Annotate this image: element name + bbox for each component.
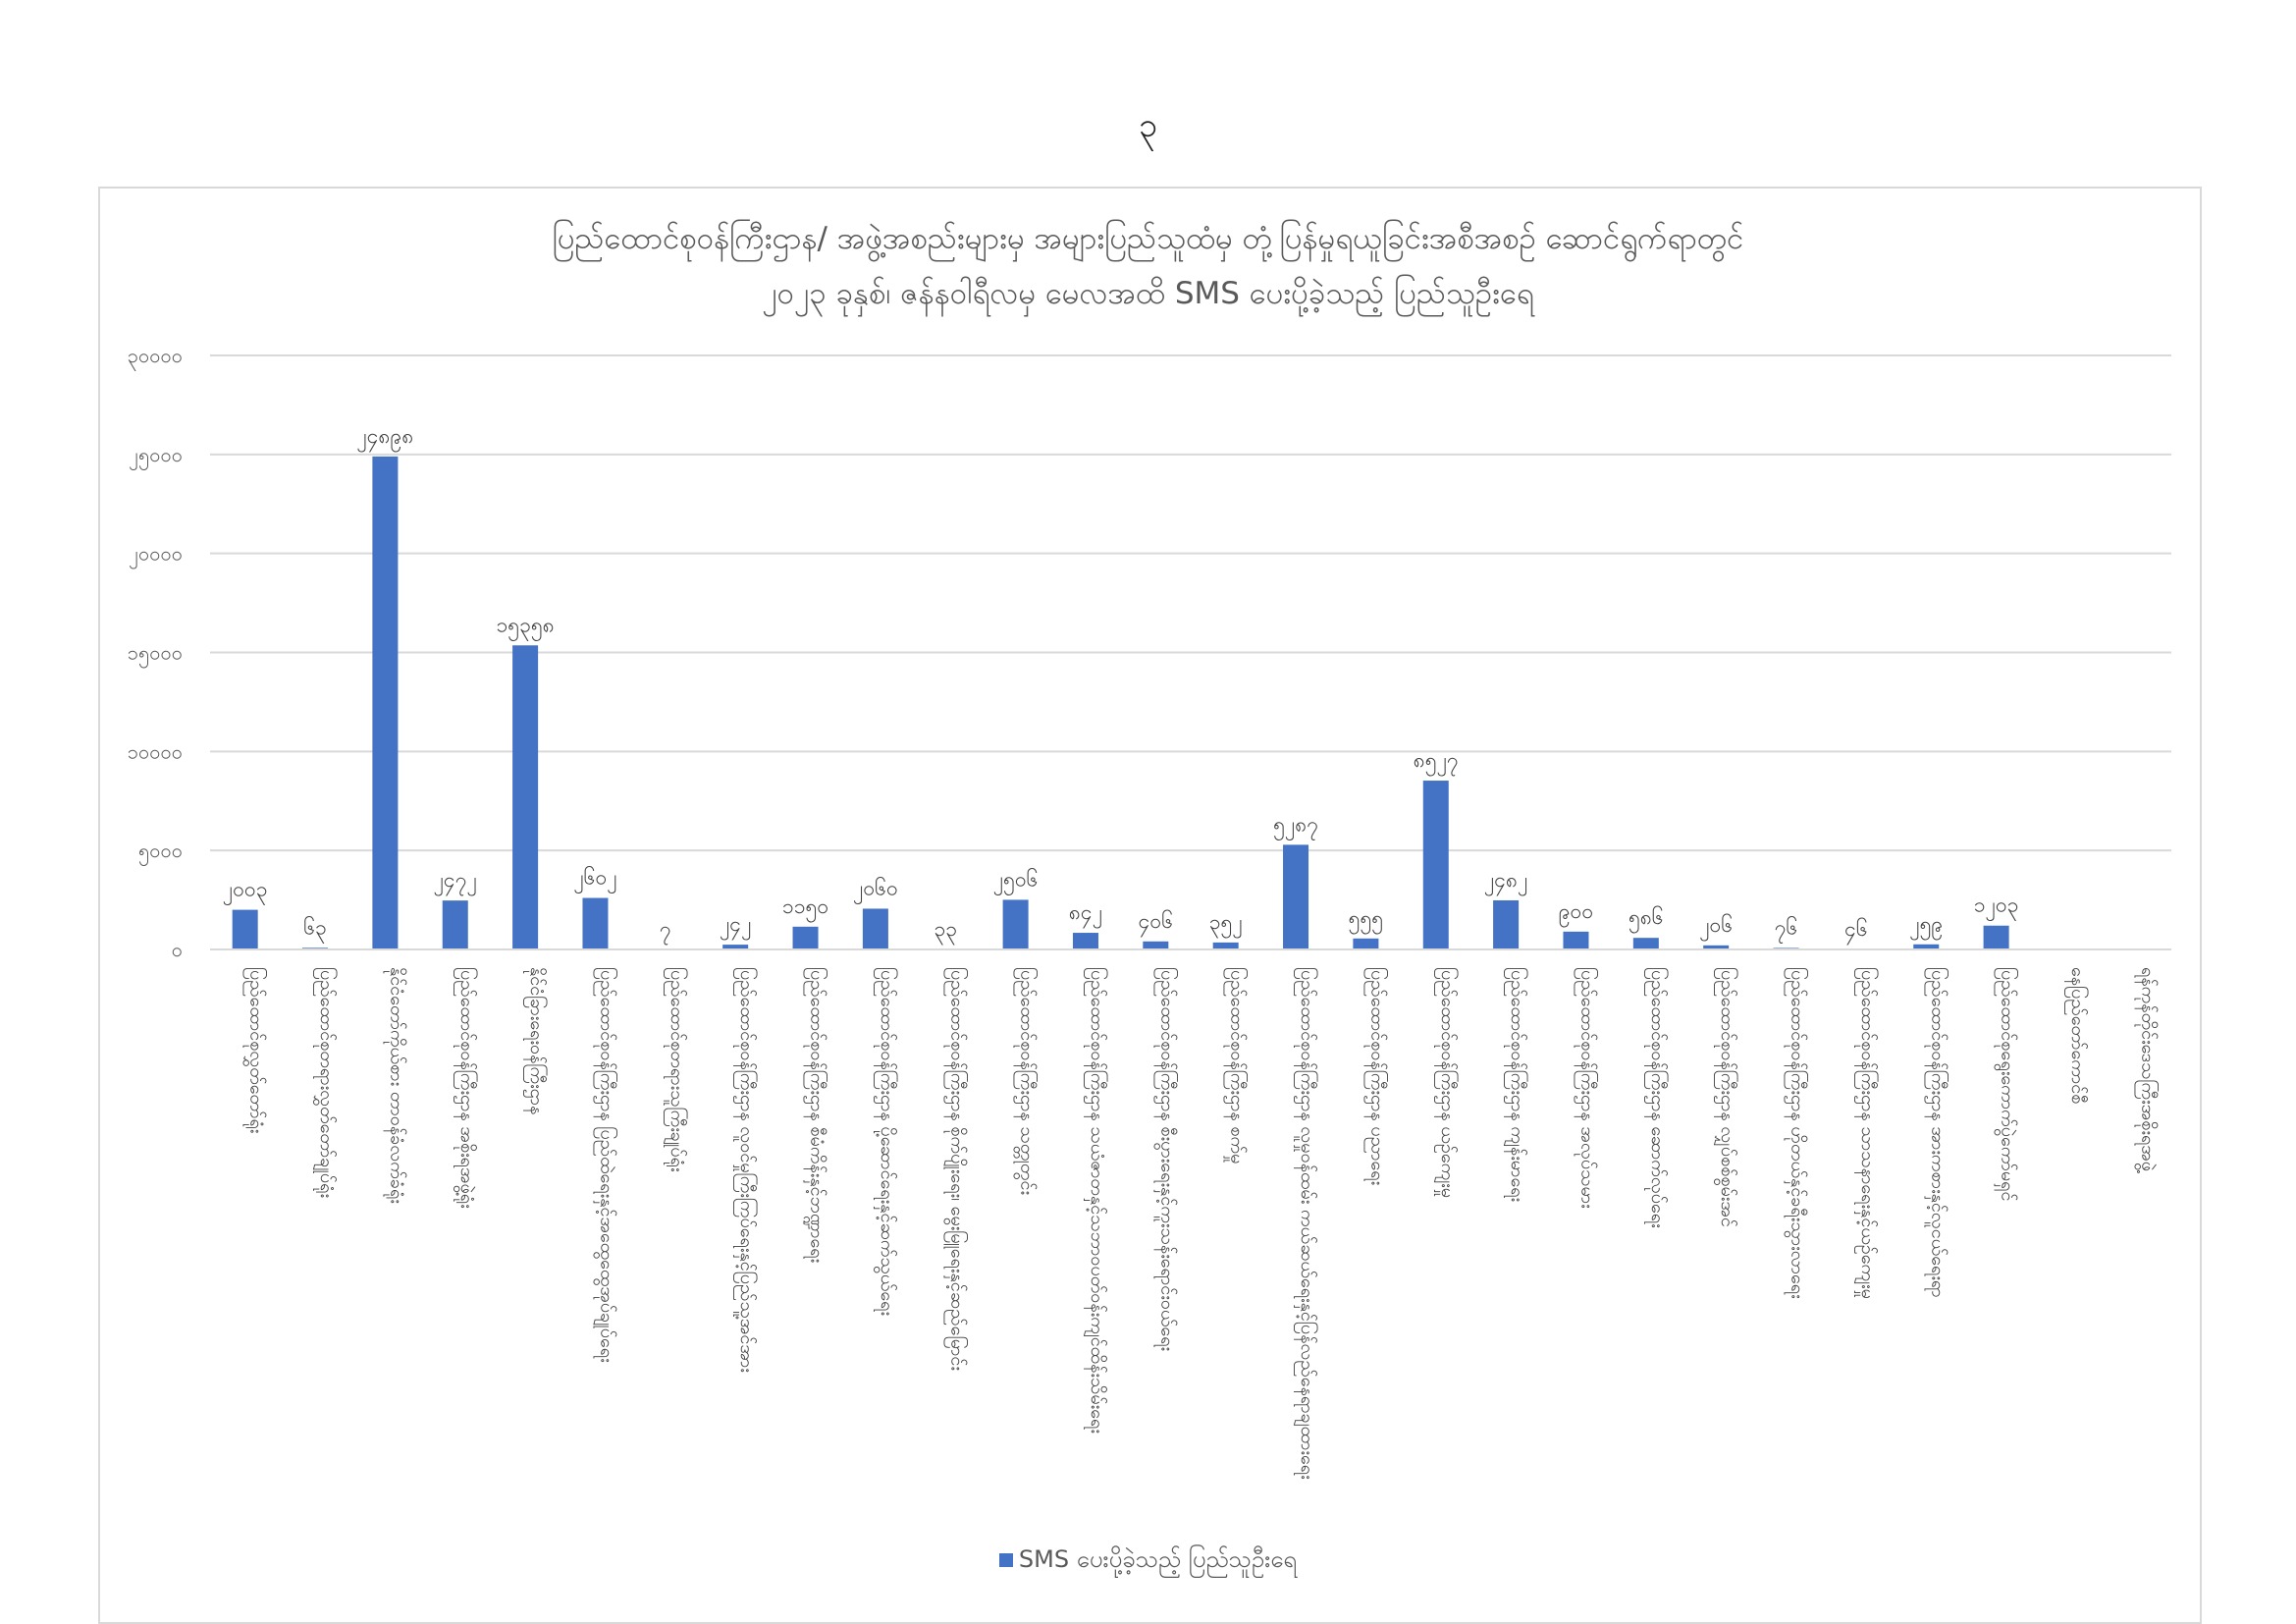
bar xyxy=(1283,844,1308,949)
category-label: ပြည်ထောင်စုဝန်ကြီးဌာန သတ္တုတွင်း xyxy=(1016,967,1038,1196)
bar xyxy=(443,900,468,949)
data-label: ၂၄၂ xyxy=(719,912,752,937)
legend-label: SMS ပေးပို့ခဲ့သည့် ပြည်သူဦးရေ xyxy=(1018,1545,1298,1573)
data-label: ၂၀၆ xyxy=(1699,912,1734,937)
category-label: ပြည်ထောင်စုလွှတ်တော်ရုံး xyxy=(245,967,267,1134)
data-label: ၈၅၂၇ xyxy=(1413,748,1459,773)
bar xyxy=(1003,899,1029,949)
bar xyxy=(1984,926,2009,949)
data-label: ၃၃ xyxy=(934,917,958,941)
category-label: ပြည်ထောင်စုဝန်ကြီးဌာန ယဉ်ကျေးမှု xyxy=(1436,967,1458,1198)
y-tick-label: ၁၅၀၀၀ xyxy=(127,640,183,665)
bar xyxy=(1073,933,1098,949)
category-label: ရန်ကုန်တိုင်းဒေသကြီးအစိုးရအဖွဲ့ xyxy=(2137,967,2159,1172)
bar xyxy=(372,457,398,949)
data-label: ၄၀၆ xyxy=(1138,908,1174,933)
y-tick-label: ၀ xyxy=(171,938,183,961)
data-label: ၂၄၈၉၈ xyxy=(356,423,414,448)
y-tick-label: ၂၅၀၀၀ xyxy=(129,442,183,466)
bar xyxy=(1423,781,1449,949)
legend-swatch xyxy=(999,1553,1013,1567)
data-label: ၅၈၆ xyxy=(1629,905,1664,930)
category-label: ပြည်ထောင်စုဝန်ကြီးဌာန ဟိုတယ်နှင့်ခရီးသွားလာရေး xyxy=(1787,967,1808,1299)
data-label: ၇၆ xyxy=(1774,915,1798,940)
bar xyxy=(512,645,538,949)
category-label: ပြည်ထောင်စုဝန်ကြီးဌာန ပို့ဆောင်ရေးနှင့်ဆက်သွယ်ရေး xyxy=(876,967,897,1317)
category-label: ပြည်ထောင်စုဝန်ကြီးဌာန အားကစားနှင့်လူငယ်ရေးရာ xyxy=(1927,967,1949,1298)
bar xyxy=(863,908,888,949)
data-label: ၅၅၅ xyxy=(1348,905,1384,930)
category-label: ပြည်ထောင်စုတရားသူကြီးချုပ်ရုံး xyxy=(666,967,687,1172)
data-label: ၂၄၇၂ xyxy=(433,868,477,893)
data-label: ၁၅၃၅၈ xyxy=(496,613,555,637)
category-label: ပြည်ထောင်စုဝန်ကြီးဌာန ပညာရေး xyxy=(1366,967,1388,1186)
bar xyxy=(1563,932,1588,949)
data-label: ၈၄၂ xyxy=(1068,900,1103,925)
chart-title: ပြည်ထောင်စုဝန်ကြီးဌာန/ အဖွဲ့အစည်းများမှ အများပြည်သူထံမှ တုံ့ပြန်မှုရယူခြင်းအစီအစဉ် ဆောင်ရွက်ရာတွင် xyxy=(552,221,1744,256)
category-label: ပြည်ထောင်စုဝန်ကြီးဌာန စိုက်ပျိုးရေး၊ မွေးမြူရေးနှင့်ဆည်မြောင်း xyxy=(946,967,968,1371)
y-tick-label: ၃၀၀၀၀ xyxy=(127,344,183,367)
legend xyxy=(0,1543,2296,1579)
category-label: ပြည်ထောင်စုဝန်ကြီးဌာန ဆောက်လုပ်ရေး xyxy=(1646,967,1668,1228)
data-label: ၆၃ xyxy=(303,915,327,940)
data-label: ၂၅၀၆ xyxy=(992,867,1039,892)
category-label: ပြည်ထောင်စုတရားလွှတ်တော်ချုပ်ရုံး xyxy=(316,967,338,1199)
category-label: ပြည်ထောင်စုဝန်ကြီးဌာန အစိုးရအဖွဲ့ရုံး xyxy=(455,967,477,1209)
y-tick-label: ၂၀၀၀၀ xyxy=(129,541,183,566)
bar xyxy=(793,927,819,949)
bar xyxy=(1143,942,1168,949)
data-label: ၃၅၂ xyxy=(1208,909,1243,934)
category-label: ပြည်ထောင်စုဝန်ကြီးဌာန သယံဇာတနှင့်သဘာဝပတ်ဝန်းကျင်ထိန်းသိမ်းရေး xyxy=(1086,967,1107,1434)
category-label: ပြည်ထောင်စုဝန်ကြီးဌာန အလုပ်သမား xyxy=(1576,967,1598,1209)
data-label: ၄၆ xyxy=(1844,917,1868,941)
bar xyxy=(1353,939,1378,949)
data-label: ၁၁၅၀ xyxy=(781,893,829,918)
category-label: ပြည်ထောင်စုဝန်ကြီးဌာန လူဝင်မှုကြီးကြပ်ရေးနှင့်ပြည်သူ့အင်အား xyxy=(736,967,758,1373)
category-label: ပြည်ထောင်စုဝန်ကြီးဌာန စီမံကိန်းနှင့်ဘဏ္ဍာရေး xyxy=(806,967,828,1264)
data-label: ၂၄၈၂ xyxy=(1483,867,1528,892)
y-tick-label: ၁၀၀၀၀ xyxy=(127,739,183,764)
data-label: ၂၀၆၀ xyxy=(853,876,898,900)
bar xyxy=(1213,943,1239,949)
category-label: ပြည်ထောင်စုဝန်ကြီးဌာန စက်မှု xyxy=(1226,967,1248,1164)
data-label: ၂၆၀၂ xyxy=(573,865,617,890)
bar xyxy=(1493,900,1519,949)
chart-subtitle: ၂၀၂၃ ခုနှစ်၊ ဇန်နဝါရီလမှ မေလအထိ SMS ပေးပို့ခဲ့သည့် ပြည်သူဦးရေ xyxy=(762,276,1534,311)
page-number: ၃ xyxy=(1138,106,1158,145)
category-label: ပြည်ထောင်စုဝန်ကြီးဌာန လူမှုဝန်ထမ်း ကယ်ဆယ်ရေးနှင့်ပြန်လည်နေရာချထားရေး xyxy=(1297,967,1318,1480)
bar xyxy=(233,910,258,949)
category-label: ပြည်ထောင်စုရွေးကောက်ပွဲကော်မရှင် xyxy=(1997,967,2018,1202)
data-label: ၇ xyxy=(659,917,671,941)
category-label: ပြည်ထောင်စုဝန်ကြီးဌာန ကျန်းမာရေး xyxy=(1507,967,1528,1203)
bar xyxy=(1633,938,1659,949)
category-label: ပြည်ထောင်စုဝန်ကြီးဌာန ပြည်ထဲရေးနှင့်အထွေထွေအုပ်ချုပ်ရေး xyxy=(596,967,617,1363)
bar xyxy=(582,898,608,949)
category-label: နိုင်ငံခြားရေးဝန်ကြီးဌာန xyxy=(526,967,548,1115)
category-label: ပြည်ထောင်စုဝန်ကြီးဌာန လျှပ်စစ်စွမ်းအင် xyxy=(1717,967,1738,1227)
data-label: ၁၂၀၃ xyxy=(1973,893,2019,917)
data-label: ၅၂၈၇ xyxy=(1273,812,1319,837)
data-label: ၂၅၉ xyxy=(1909,911,1944,936)
data-label: ၂၀၀၃ xyxy=(222,877,268,901)
data-label: ၉၀၀ xyxy=(1558,898,1594,923)
category-label: ပြည်ထောင်စုဝန်ကြီးဌာန သာသနာရေးနှင့်ယဉ်ကျေးမှု xyxy=(1856,967,1878,1299)
y-tick-label: ၅၀၀၀ xyxy=(138,839,183,863)
category-label: ပြည်ထောင်စုဝန်ကြီးဌာန စီးပွားရေးနှင့်ကူးသန်းရောင်းဝယ်ရေး xyxy=(1156,967,1178,1352)
category-label: နေပြည်တော်ကောင်စီ xyxy=(2066,967,2088,1105)
category-label: နိုင်ငံတော်ကိုယ်စား တာဝန်ခံလက်ခံရုံး xyxy=(386,967,407,1204)
